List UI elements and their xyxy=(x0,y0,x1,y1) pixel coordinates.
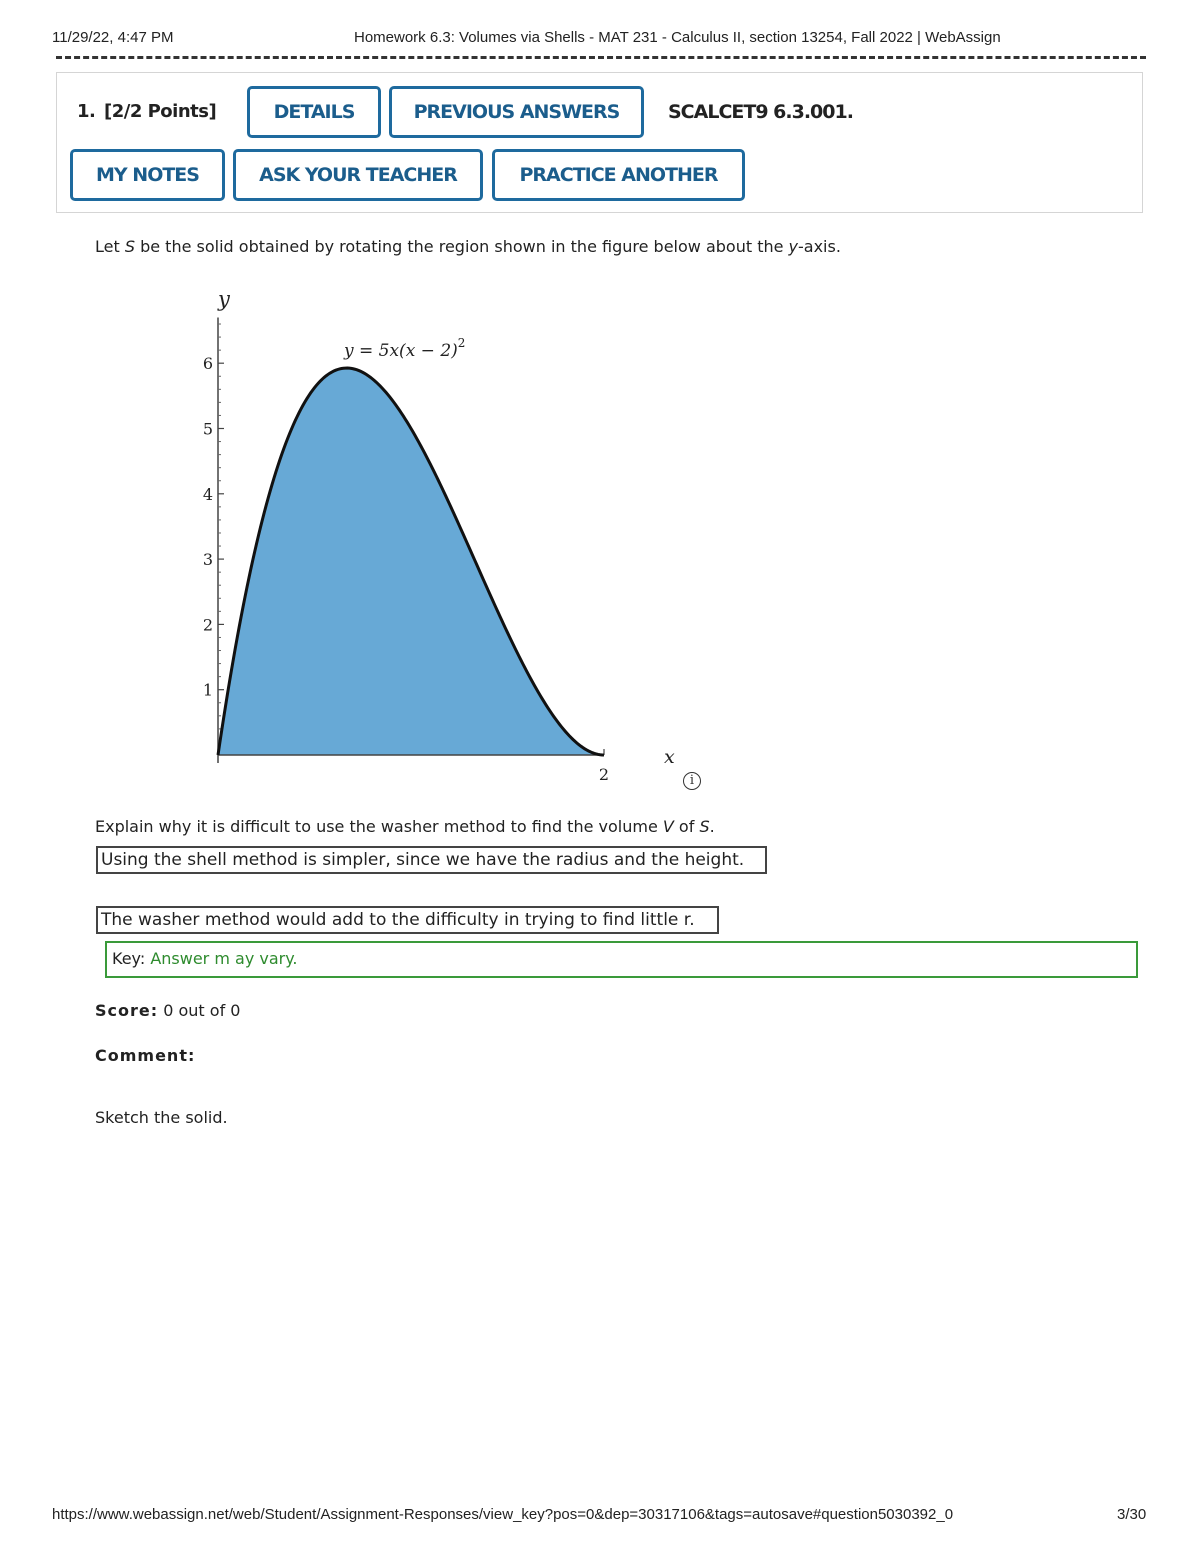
question-points: [2/2 Points] xyxy=(104,101,217,122)
question-intro xyxy=(95,237,841,256)
question-header-card xyxy=(56,72,1143,213)
print-datetime: 11/29/22, 4:47 PM xyxy=(52,29,174,46)
details-button[interactable]: DETAILS xyxy=(247,86,381,138)
print-page-title: Homework 6.3: Volumes via Shells - MAT 231 - Calculus II, section 13254, Fall 2022 | WebAssign xyxy=(354,29,1001,46)
print-header xyxy=(0,29,1200,49)
x-axis-label: x xyxy=(664,746,675,768)
question-number: 1. xyxy=(77,101,96,122)
key-value: Answer m ay vary. xyxy=(150,949,298,968)
y-tick-label: 1 xyxy=(202,680,213,700)
y-tick-label: 2 xyxy=(202,615,213,635)
plot-area xyxy=(203,317,609,784)
y-tick-label: 6 xyxy=(202,354,213,374)
y-tick-label: 5 xyxy=(202,419,213,439)
intro-text-2: be the solid obtained by rotating the region shown in the figure below about the xyxy=(135,237,789,256)
part-a-text-1: Explain why it is difficult to use the washer method to find the volume xyxy=(95,817,663,836)
score-value: 0 out of 0 xyxy=(158,1001,241,1020)
score-line xyxy=(95,1001,240,1020)
footer-url: https://www.webassign.net/web/Student/Assignment-Responses/view_key?pos=0&dep=30317106&tags=autosave#question5030392_0 xyxy=(52,1506,954,1523)
print-footer xyxy=(0,1506,1200,1526)
part-a-var-v: V xyxy=(662,817,674,836)
y-tick-label: 4 xyxy=(202,484,213,504)
dashed-divider xyxy=(56,56,1146,59)
ask-your-teacher-button[interactable]: ASK YOUR TEACHER xyxy=(233,149,483,201)
y-ticks xyxy=(203,354,224,700)
key-label: Key: xyxy=(112,949,151,968)
part-a-text-3: . xyxy=(709,817,715,836)
previous-answers-button[interactable]: PREVIOUS ANSWERS xyxy=(389,86,644,138)
my-notes-button[interactable]: MY NOTES xyxy=(70,149,225,201)
curve-label xyxy=(343,336,465,361)
intro-var-y: y xyxy=(788,237,798,256)
comment-line xyxy=(95,1046,195,1065)
answer-response-line-1[interactable]: Using the shell method is simpler, since we have the radius and the height. xyxy=(96,846,767,874)
practice-another-button[interactable]: PRACTICE ANOTHER xyxy=(492,149,745,201)
x-tick-label: 2 xyxy=(598,765,610,784)
y-tick-label: 3 xyxy=(202,550,213,570)
intro-text-1: Let xyxy=(95,237,125,256)
part-a-prompt xyxy=(95,817,715,836)
intro-text-3: -axis. xyxy=(798,237,841,256)
curve-label-exponent: 2 xyxy=(457,336,466,350)
comment-label: Comment: xyxy=(95,1046,196,1065)
info-icon[interactable]: i xyxy=(683,772,701,790)
part-b-prompt: Sketch the solid. xyxy=(95,1108,228,1127)
curve-label-text: y = 5x(x − 2) xyxy=(344,341,458,361)
footer-page-number: 3/30 xyxy=(1117,1506,1147,1523)
intro-var-s: S xyxy=(124,237,135,256)
answer-key-box xyxy=(105,941,1138,978)
part-a-text-2: of xyxy=(673,817,700,836)
question-code: SCALCET9 6.3.001. xyxy=(668,101,853,123)
score-label: Score: xyxy=(95,1001,159,1020)
part-a-var-s: S xyxy=(699,817,710,836)
y-axis-label: y xyxy=(218,287,230,311)
region-graph xyxy=(180,280,700,800)
answer-response-line-2[interactable]: The washer method would add to the difficulty in trying to find little r. xyxy=(96,906,719,934)
